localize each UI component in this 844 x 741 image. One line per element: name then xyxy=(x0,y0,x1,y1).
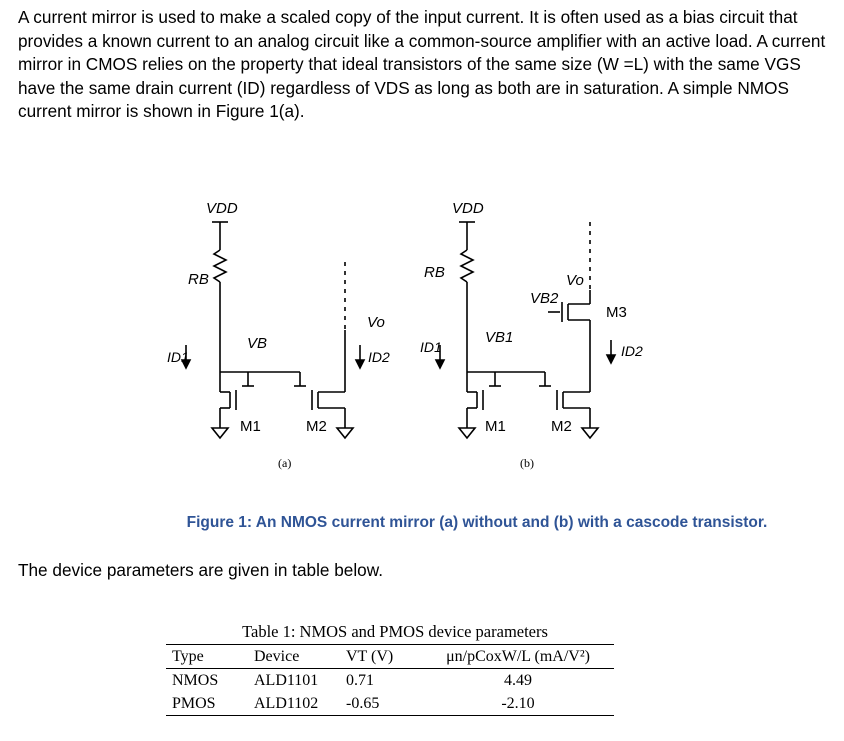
label-b-vo: Vo xyxy=(566,272,584,289)
table-row xyxy=(166,669,614,693)
cell-type: PMOS xyxy=(172,695,216,712)
label-b-vb2: VB2 xyxy=(530,290,559,307)
header-kn: μn/pCoxW/L (mA/V²) xyxy=(446,648,590,665)
label-a-m1: M1 xyxy=(240,418,261,435)
cell-device: ALD1102 xyxy=(254,695,319,712)
label-b-m1: M1 xyxy=(485,418,506,435)
figure-caption: Figure 1: An NMOS current mirror (a) without and (b) with a cascode transistor. xyxy=(186,514,768,531)
label-a-vdd: VDD xyxy=(206,200,238,217)
sublabel-a: (a) xyxy=(278,456,292,470)
sublabel-b: (b) xyxy=(520,456,534,470)
circuit-b-wires xyxy=(436,222,615,438)
circuit-a-wires xyxy=(182,222,364,438)
label-b-id1: ID1 xyxy=(420,339,442,355)
device-params-intro: The device parameters are given in table below. xyxy=(18,560,383,580)
label-b-vdd: VDD xyxy=(452,200,484,217)
label-a-id1: ID1 xyxy=(167,349,189,365)
table-header-row xyxy=(166,645,614,669)
header-type: Type xyxy=(172,648,204,665)
cell-kn: 4.49 xyxy=(504,672,532,689)
header-vt: VT (V) xyxy=(346,648,394,665)
label-a-vb: VB xyxy=(247,335,268,352)
label-a-m2: M2 xyxy=(306,418,327,435)
label-b-rb: RB xyxy=(424,264,445,281)
label-b-id2: ID2 xyxy=(621,343,643,359)
cell-type: NMOS xyxy=(172,672,219,689)
cell-vt: -0.65 xyxy=(346,695,380,712)
table-row xyxy=(166,692,614,716)
intro-paragraph: A current mirror is used to make a scaled copy of the input current. It is often used as a bias circuit that provides a known current to an analog circuit like a common-source amplifier with an active load. A current mirror in CMOS relies on the property that ideal transistors of the same size (W =L) with the same VGS have the same drain current (ID) regardless of VDS as long as both are in saturation. A simple NMOS current mirror is shown in Figure 1(a). xyxy=(18,7,826,122)
label-a-id2: ID2 xyxy=(368,349,390,365)
table-title: Table 1: NMOS and PMOS device parameters xyxy=(242,622,548,641)
device-params-table xyxy=(166,644,614,716)
cell-vt: 0.71 xyxy=(346,672,374,689)
label-a-rb: RB xyxy=(188,271,209,288)
header-device: Device xyxy=(254,648,300,665)
cell-device: ALD1101 xyxy=(254,672,319,689)
label-b-vb1: VB1 xyxy=(485,329,514,346)
cell-kn: -2.10 xyxy=(501,695,535,712)
label-b-m3: M3 xyxy=(606,304,627,321)
label-b-m2: M2 xyxy=(551,418,572,435)
label-a-vo: Vo xyxy=(367,314,385,331)
